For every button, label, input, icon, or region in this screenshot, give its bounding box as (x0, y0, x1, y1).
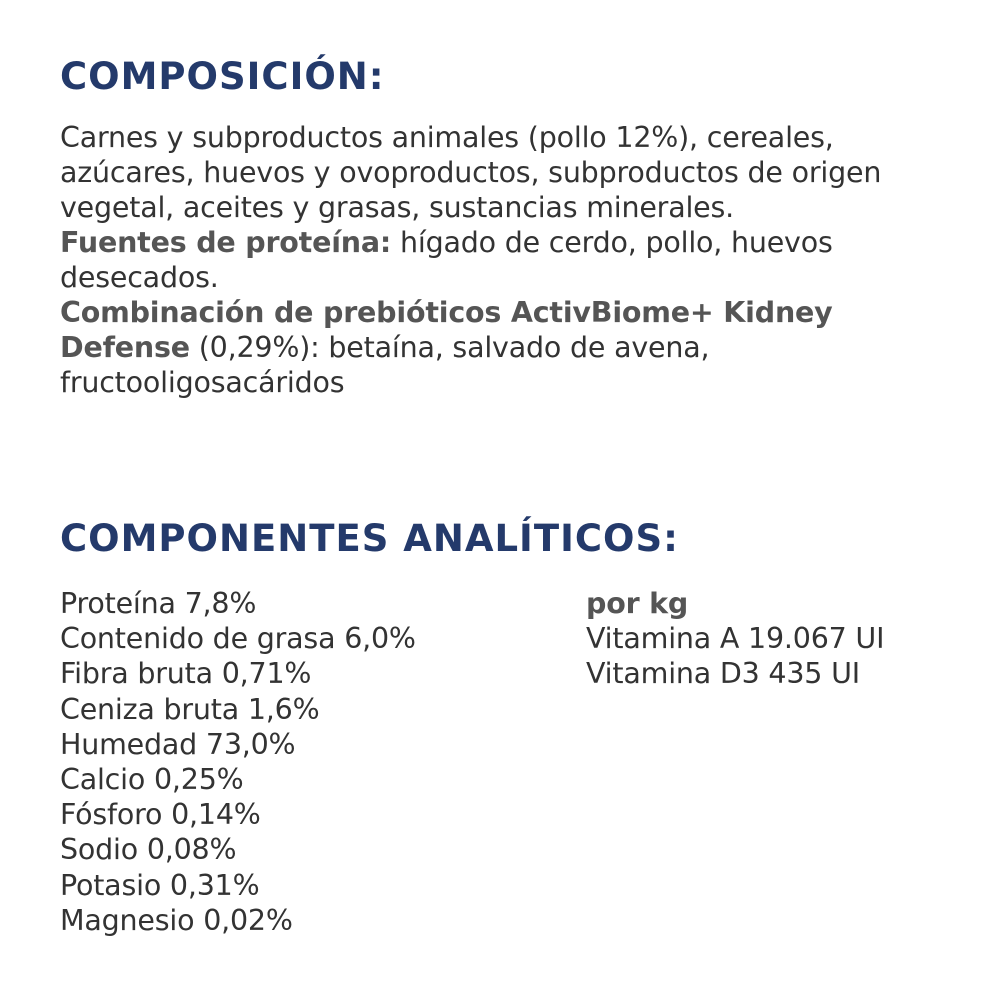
protein-sources (60, 225, 960, 295)
analytic-item-protein: Proteína 7,8% (60, 587, 257, 620)
analytic-components-title: COMPONENTES ANALÍTICOS: (60, 517, 679, 560)
analytic-item-phosphorus: Fósforo 0,14% (60, 798, 261, 832)
composition-body (60, 120, 960, 400)
prebiotics-text: (0,29%): betaína, salvado de avena, fructooligosacáridos (60, 331, 710, 399)
analytic-item-potassium: Potasio 0,31% (60, 868, 260, 902)
protein-sources-label: Fuentes de proteína: (60, 226, 392, 259)
prebiotics (60, 295, 960, 400)
analytic-item-fibre: Fibra bruta 0,71% (60, 657, 312, 691)
composition-title: COMPOSICIÓN: (60, 55, 385, 98)
analytic-item-ash: Ceniza bruta 1,6% (60, 692, 320, 726)
analytic-item-sodium: Sodio 0,08% (60, 833, 237, 867)
per-kg-list (586, 586, 884, 692)
per-kg-heading: por kg (586, 587, 689, 620)
analytic-item-magnesium: Magnesio 0,02% (60, 903, 293, 937)
analytic-components-list (60, 586, 416, 938)
per-kg-item-vitamin-a: Vitamina A 19.067 UI (586, 622, 885, 656)
protein-sources-text: hígado de cerdo, pollo, huevos desecados. (60, 226, 833, 294)
prebiotics-label: Combinación de prebióticos ActivBiome+ Kidney Defense (60, 296, 833, 364)
analytic-item-fat: Contenido de grasa 6,0% (60, 622, 416, 656)
analytic-item-calcium: Calcio 0,25% (60, 763, 244, 797)
per-kg-item-vitamin-d3: Vitamina D3 435 UI (586, 657, 860, 691)
ingredients-text: Carnes y subproductos animales (pollo 12%), cereales, azúcares, huevos y ovoproductos, subproductos de origen vegetal, aceites y grasas, sustancias minerales. (60, 121, 882, 224)
analytic-item-moisture: Humedad 73,0% (60, 727, 296, 761)
